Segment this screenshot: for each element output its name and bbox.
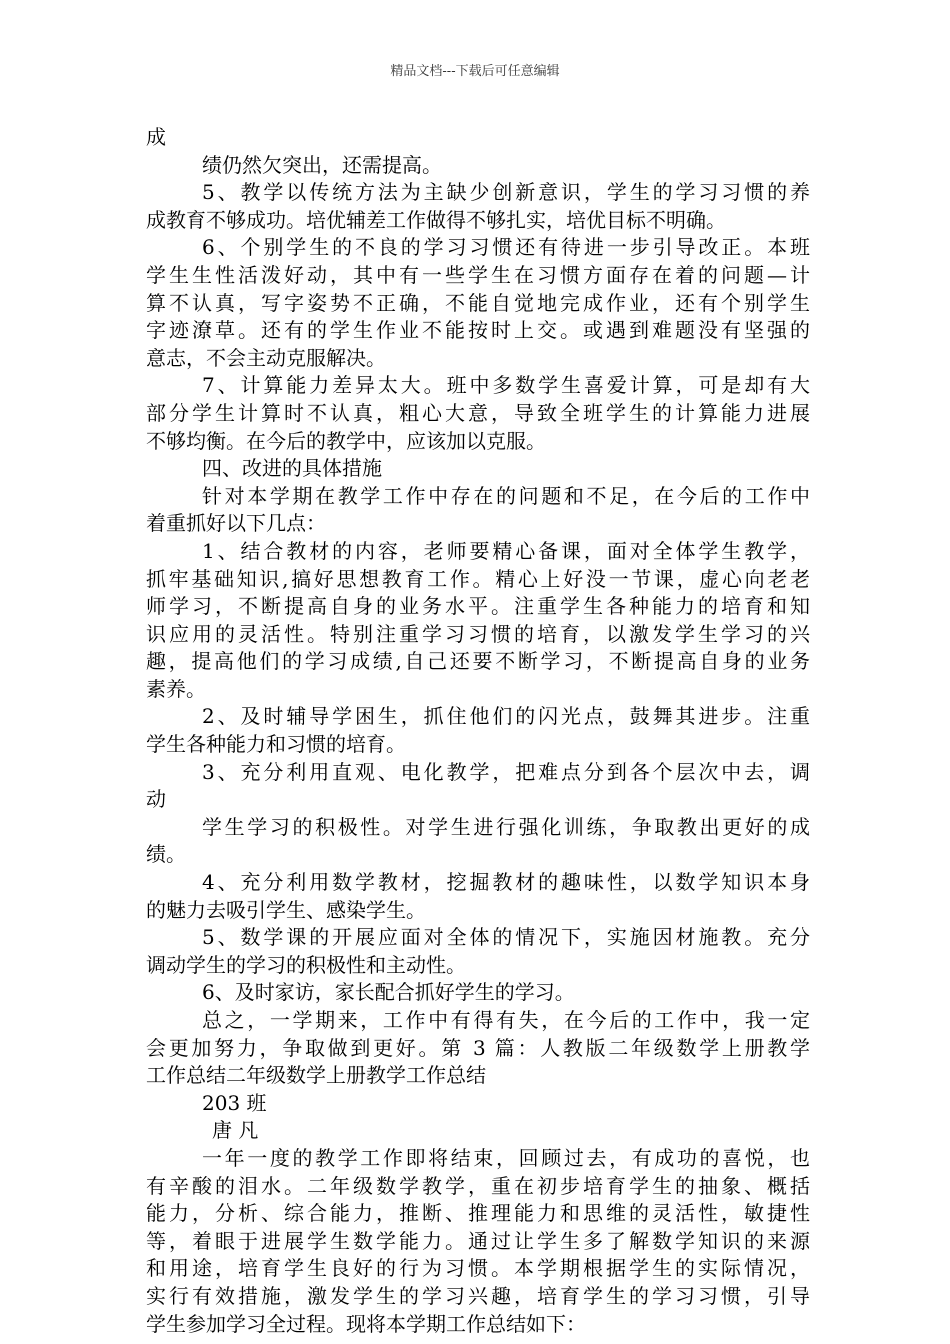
- text-line: 抓牢基础知识,搞好思想教育工作。精心上好没一节课，虚心向老老: [146, 566, 810, 591]
- text-line: 等，着眼于进展学生数学能力。通过让学生多了解数学知识的来源: [146, 1228, 810, 1253]
- text-line: 调动学生的学习的积极性和主动性。: [146, 952, 466, 977]
- text-line: 唐 凡: [212, 1118, 259, 1143]
- text-line: 1、结合教材的内容，老师要精心备课，面对全体学生教学，: [202, 538, 810, 563]
- text-line: 3、充分利用直观、电化教学，把难点分到各个层次中去，调: [202, 759, 810, 784]
- text-line: 成教育不够成功。培优辅差工作做得不够扎实，培优目标不明确。: [146, 207, 726, 232]
- text-line: 不够均衡。在今后的教学中，应该加以克服。: [146, 428, 546, 453]
- text-line: 会更加努力，争取做到更好。第 3 篇：人教版二年级数学上册教学: [146, 1035, 810, 1060]
- text-line: 总之，一学期来，工作中有得有失，在今后的工作中，我一定: [202, 1008, 810, 1032]
- text-line: 素养。: [146, 676, 206, 701]
- text-line: 203 班: [202, 1090, 267, 1115]
- text-line: 趣，提高他们的学习成绩,自己还要不断学习，不断提高自身的业务: [146, 649, 810, 674]
- text-line: 师学习，不断提高自身的业务水平。注重学生各种能力的培育和知: [146, 594, 810, 619]
- text-line: 学生学习的积极性。对学生进行强化训练，争取教出更好的成: [202, 814, 810, 839]
- text-line: 有辛酸的泪水。二年级数学教学，重在初步培育学生的抽象、概括: [146, 1173, 810, 1198]
- text-line: 绩。: [146, 842, 186, 867]
- document-body: [146, 124, 810, 1338]
- text-line: 5、教学以传统方法为主缺少创新意识，学生的学习习惯的养: [202, 180, 810, 205]
- text-line: 工作总结二年级数学上册教学工作总结: [146, 1063, 486, 1088]
- text-line: 的魅力去吸引学生、感染学生。: [146, 897, 426, 922]
- text-line: 字迹潦草。还有的学生作业不能按时上交。或遇到难题没有坚强的: [146, 318, 810, 343]
- text-line: 四、改进的具体措施: [202, 456, 382, 481]
- text-line: 6、及时家访，家长配合抓好学生的学习。: [202, 980, 575, 1005]
- text-line: 学生参加学习全过程。现将本学期工作总结如下：: [146, 1311, 586, 1336]
- text-line: 绩仍然欠突出，还需提高。: [202, 152, 442, 177]
- text-line: 实行有效措施，激发学生的学习兴趣，培育学生的学习习惯，引导: [146, 1283, 810, 1308]
- text-line: 学生生性活泼好动，其中有一些学生在习惯方面存在着的问题—计: [146, 262, 810, 287]
- text-line: 意志，不会主动克服解决。: [146, 345, 386, 370]
- text-line: 成: [146, 125, 166, 149]
- text-line: 学生各种能力和习惯的培育。: [146, 732, 406, 757]
- text-line: 和用途，培育学生良好的行为习惯。本学期根据学生的实际情况，: [146, 1256, 810, 1281]
- text-line: 能力，分析、综合能力，推断、推理能力和思维的灵活性，敏捷性: [146, 1201, 810, 1226]
- text-line: 算不认真，写字姿势不正确，不能自觉地完成作业，还有个别学生: [146, 290, 810, 315]
- text-line: 针对本学期在教学工作中存在的问题和不足，在今后的工作中: [202, 483, 810, 508]
- text-line: 6、个别学生的不良的学习习惯还有待进一步引导改正。本班: [202, 235, 810, 260]
- text-line: 着重抓好以下几点：: [146, 511, 326, 536]
- text-line: 2、及时辅导学困生，抓住他们的闪光点，鼓舞其进步。注重: [202, 704, 810, 729]
- text-line: 动: [146, 787, 166, 812]
- text-line: 7、计算能力差异太大。班中多数学生喜爱计算，可是却有大: [202, 373, 810, 398]
- text-line: 识应用的灵活性。特别注重学习习惯的培育，以激发学生学习的兴: [146, 621, 810, 646]
- text-line: 一年一度的教学工作即将结束，回顾过去，有成功的喜悦，也: [202, 1145, 810, 1170]
- text-line: 4、充分利用数学教材，挖掘教材的趣味性，以数学知识本身: [202, 870, 810, 895]
- page-header: 精品文档---下载后可任意编辑: [390, 64, 560, 79]
- text-line: 5、数学课的开展应面对全体的情况下，实施因材施教。充分: [202, 925, 810, 950]
- text-line: 部分学生计算时不认真，粗心大意，导致全班学生的计算能力进展: [146, 400, 810, 425]
